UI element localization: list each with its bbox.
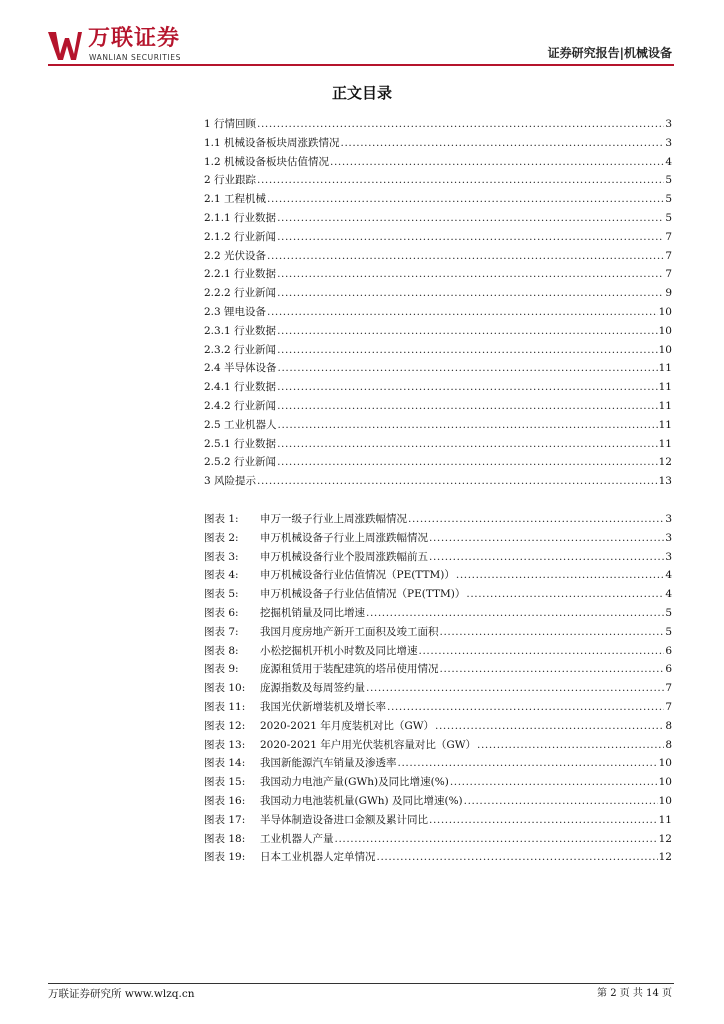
toc-entry-page: 4 <box>665 155 672 168</box>
figure-entry-label: 我国光伏新增装机及增长率 <box>260 700 386 713</box>
dot-leader <box>408 510 664 529</box>
footer-institute: 万联证券研究所 www.wlzq.cn <box>48 988 195 1000</box>
toc-entry[interactable] <box>204 397 672 416</box>
toc-entry-page: 7 <box>665 230 672 243</box>
toc-entry[interactable] <box>204 284 672 303</box>
figure-entry-label: 庞源租赁用于装配建筑的塔吊使用情况 <box>260 663 439 676</box>
figure-entry-label: 申万机械设备子行业上周涨跌幅情况 <box>260 531 428 544</box>
figure-entry-number: 图表 2: <box>204 531 239 544</box>
toc-entry-label: 2.1.2 行业新闻 <box>204 230 277 243</box>
wanlian-logo-icon <box>48 30 82 62</box>
dot-leader <box>335 830 658 849</box>
figure-entry-page: 3 <box>665 513 672 525</box>
toc-entry-label: 2.1.1 行业数据 <box>204 211 277 224</box>
figure-entry-label: 庞源指数及每周签约量 <box>260 682 365 695</box>
figure-entry-number: 图表 3: <box>204 550 239 563</box>
figure-entry-page: 10 <box>658 776 672 789</box>
toc-entry[interactable] <box>204 435 672 454</box>
dot-leader <box>366 679 664 698</box>
figure-entry[interactable] <box>204 623 672 642</box>
figure-entry[interactable] <box>204 811 672 830</box>
toc-entry-label: 3 风险提示 <box>204 475 257 488</box>
figure-entry-page: 4 <box>665 569 672 582</box>
toc-entry[interactable] <box>204 247 672 266</box>
toc-entry-page: 11 <box>658 418 672 431</box>
figure-entry[interactable] <box>204 548 672 567</box>
toc-entry[interactable] <box>204 453 672 472</box>
figure-entry-page: 6 <box>665 663 672 676</box>
figure-entry-page: 7 <box>665 682 672 695</box>
figure-entry[interactable] <box>204 754 672 773</box>
toc-entry[interactable] <box>204 190 672 209</box>
dot-leader <box>398 754 658 773</box>
figure-entry-label: 申万一级子行业上周涨跌幅情况 <box>260 513 407 525</box>
toc-entry-page: 5 <box>665 211 672 224</box>
figure-entry-label: 日本工业机器人定单情况 <box>260 851 376 864</box>
footer-page-number: 第 2 页 共 14 页 <box>597 988 672 999</box>
dot-leader <box>277 265 664 284</box>
figure-entry[interactable] <box>204 698 672 717</box>
dot-leader <box>278 416 658 435</box>
figure-entry-page: 3 <box>665 531 672 544</box>
footer-divider <box>48 983 674 984</box>
figure-entry[interactable] <box>204 642 672 661</box>
toc-entry[interactable] <box>204 416 672 435</box>
dot-leader <box>435 717 664 736</box>
figure-entry-page: 12 <box>658 832 672 845</box>
toc-entry-page: 11 <box>658 399 672 412</box>
figure-entry-page: 4 <box>665 588 672 601</box>
figure-entry[interactable] <box>204 773 672 792</box>
figure-entry-page: 11 <box>658 813 672 826</box>
figure-entry-page: 6 <box>665 644 672 657</box>
toc-entry-label: 1 行情回顾 <box>204 118 257 130</box>
dot-leader <box>278 359 658 378</box>
toc-entry-label: 2.4.1 行业数据 <box>204 381 277 394</box>
dot-leader <box>257 472 658 491</box>
figure-entry-label: 挖掘机销量及同比增速 <box>260 606 365 619</box>
dot-leader <box>429 811 658 830</box>
toc-entry-page: 12 <box>658 456 672 469</box>
dot-leader <box>257 115 664 134</box>
figure-entry[interactable] <box>204 510 672 529</box>
toc-entry[interactable] <box>204 341 672 360</box>
toc-entry[interactable] <box>204 209 672 228</box>
toc-entry-label: 2.5.1 行业数据 <box>204 437 277 450</box>
dot-leader <box>366 604 664 623</box>
dot-leader <box>330 153 664 172</box>
figure-entry-page: 5 <box>665 625 672 638</box>
toc-entry-label: 2.3 锂电设备 <box>204 305 267 318</box>
figure-list <box>204 510 672 867</box>
page-header <box>0 0 724 70</box>
dot-leader <box>429 548 664 567</box>
toc-entry-page: 3 <box>665 136 672 149</box>
toc-entry[interactable] <box>204 322 672 341</box>
toc-entry-label: 2.1 工程机械 <box>204 193 267 206</box>
figure-entry[interactable] <box>204 717 672 736</box>
figure-entry-number: 图表 10: <box>204 682 246 695</box>
toc-entry[interactable] <box>204 359 672 378</box>
dot-leader <box>277 209 664 228</box>
figure-entry-page: 3 <box>665 550 672 563</box>
figure-entry-number: 图表 7: <box>204 625 239 638</box>
table-of-contents <box>204 115 672 491</box>
figure-entry-page: 8 <box>665 719 672 732</box>
figure-entry[interactable] <box>204 566 672 585</box>
toc-entry-page: 11 <box>658 381 672 394</box>
toc-entry-page: 11 <box>658 437 672 450</box>
figure-entry-label: 申万机械设备行业个股周涨跌幅前五 <box>260 550 428 563</box>
dot-leader <box>277 435 658 454</box>
figure-entry-page: 12 <box>658 851 672 864</box>
toc-entry-label: 2.3.1 行业数据 <box>204 324 277 337</box>
dot-leader <box>456 566 664 585</box>
toc-entry-label: 2.4.2 行业新闻 <box>204 399 277 412</box>
dot-leader <box>277 397 658 416</box>
dot-leader <box>277 453 658 472</box>
toc-entry-label: 2.3.2 行业新闻 <box>204 343 277 356</box>
figure-entry-label: 小松挖掘机开机小时数及同比增速 <box>260 644 418 657</box>
toc-entry-page: 10 <box>658 305 672 318</box>
figure-entry[interactable] <box>204 679 672 698</box>
toc-entry[interactable] <box>204 378 672 397</box>
toc-entry[interactable] <box>204 115 672 134</box>
figure-entry-number: 图表 14: <box>204 757 246 770</box>
toc-entry-label: 2.5.2 行业新闻 <box>204 456 277 469</box>
figure-entry[interactable] <box>204 792 672 811</box>
figure-entry-number: 图表 8: <box>204 644 239 657</box>
figure-entry-label: 2020-2021 年月度装机对比（GW） <box>260 719 435 732</box>
figure-entry[interactable] <box>204 529 672 548</box>
dot-leader <box>466 585 664 604</box>
dot-leader <box>440 660 665 679</box>
figure-entry-number: 图表 6: <box>204 606 239 619</box>
dot-leader <box>277 322 658 341</box>
figure-entry-number: 图表 18: <box>204 832 246 845</box>
figure-entry-number: 图表 12: <box>204 719 246 732</box>
toc-entry-page: 5 <box>665 193 672 206</box>
brand-name-cn: 万联证券 <box>88 26 181 51</box>
toc-entry-page: 5 <box>665 174 672 187</box>
dot-leader <box>464 792 658 811</box>
toc-entry-page: 3 <box>665 118 672 130</box>
dot-leader <box>267 190 664 209</box>
figure-entry-page: 5 <box>665 606 672 619</box>
toc-entry-page: 7 <box>665 249 672 262</box>
toc-entry[interactable] <box>204 303 672 322</box>
figure-entry-label: 申万机械设备行业估值情况（PE(TTM)） <box>260 569 455 582</box>
dot-leader <box>387 698 664 717</box>
dot-leader <box>419 642 665 661</box>
page-title: 正文目录 <box>331 84 392 102</box>
dot-leader <box>277 378 658 397</box>
figure-entry[interactable] <box>204 585 672 604</box>
figure-entry-page: 7 <box>665 700 672 713</box>
figure-entry-label: 我国月度房地产新开工面积及竣工面积 <box>260 625 439 638</box>
figure-entry[interactable] <box>204 736 672 755</box>
toc-entry[interactable] <box>204 171 672 190</box>
figure-entry-label: 工业机器人产量 <box>260 832 334 845</box>
figure-entry-page: 10 <box>658 794 672 807</box>
figure-entry-label: 申万机械设备子行业估值情况（PE(TTM)） <box>260 588 466 601</box>
toc-entry-page: 10 <box>658 324 672 337</box>
dot-leader <box>267 303 658 322</box>
figure-entry-label: 我国新能源汽车销量及渗透率 <box>260 757 397 770</box>
figure-entry-number: 图表 4: <box>204 569 239 582</box>
dot-leader <box>277 341 658 360</box>
toc-entry-label: 1.1 机械设备板块周涨跌情况 <box>204 136 340 149</box>
figure-entry-label: 我国动力电池产量(GWh)及同比增速(%) <box>260 776 449 789</box>
figure-entry-label: 我国动力电池装机量(GWh) 及同比增速(%) <box>260 794 463 807</box>
figure-entry-label: 2020-2021 年户用光伏装机容量对比（GW） <box>260 738 477 751</box>
report-type: 证券研究报告|机械设备 <box>547 46 672 60</box>
toc-entry[interactable] <box>204 153 672 172</box>
dot-leader <box>277 228 664 247</box>
toc-entry[interactable] <box>204 134 672 153</box>
toc-entry-label: 2.4 半导体设备 <box>204 362 277 375</box>
figure-entry[interactable] <box>204 660 672 679</box>
figure-entry-page: 10 <box>658 757 672 770</box>
figure-entry-number: 图表 5: <box>204 588 239 601</box>
figure-entry-number: 图表 1: <box>204 513 239 525</box>
figure-entry-number: 图表 19: <box>204 851 246 864</box>
dot-leader <box>341 134 665 153</box>
toc-entry[interactable] <box>204 472 672 491</box>
toc-entry-page: 10 <box>658 343 672 356</box>
header-divider <box>48 64 674 66</box>
figure-entry-page: 8 <box>665 738 672 751</box>
toc-entry-page: 11 <box>658 362 672 375</box>
figure-entry[interactable] <box>204 604 672 623</box>
dot-leader <box>440 623 665 642</box>
figure-entry-number: 图表 16: <box>204 794 246 807</box>
dot-leader <box>267 247 664 266</box>
dot-leader <box>257 171 664 190</box>
figure-entry-label: 半导体制造设备进口金额及累计同比 <box>260 813 428 826</box>
toc-entry-page: 7 <box>665 268 672 281</box>
dot-leader <box>477 736 664 755</box>
figure-entry-number: 图表 11: <box>204 700 246 713</box>
toc-entry-label: 2.2 光伏设备 <box>204 249 267 262</box>
toc-entry-page: 9 <box>665 287 672 300</box>
figure-entry-number: 图表 13: <box>204 738 246 751</box>
brand-name-en: WANLIAN SECURITIES <box>89 53 182 62</box>
figure-entry[interactable] <box>204 830 672 849</box>
toc-entry-label: 1.2 机械设备板块估值情况 <box>204 155 330 168</box>
figure-entry-number: 图表 17: <box>204 813 246 826</box>
toc-entry-label: 2.5 工业机器人 <box>204 418 277 431</box>
toc-entry-label: 2.2.2 行业新闻 <box>204 287 277 300</box>
figure-entry[interactable] <box>204 848 672 867</box>
toc-entry-label: 2.2.1 行业数据 <box>204 268 277 281</box>
figure-entry-number: 图表 9: <box>204 663 239 676</box>
figure-entry-number: 图表 15: <box>204 776 246 789</box>
dot-leader <box>377 848 658 867</box>
toc-entry-page: 13 <box>658 475 672 488</box>
toc-entry[interactable] <box>204 265 672 284</box>
dot-leader <box>429 529 664 548</box>
toc-entry-label: 2 行业跟踪 <box>204 174 257 187</box>
dot-leader <box>450 773 658 792</box>
toc-entry[interactable] <box>204 228 672 247</box>
dot-leader <box>277 284 664 303</box>
